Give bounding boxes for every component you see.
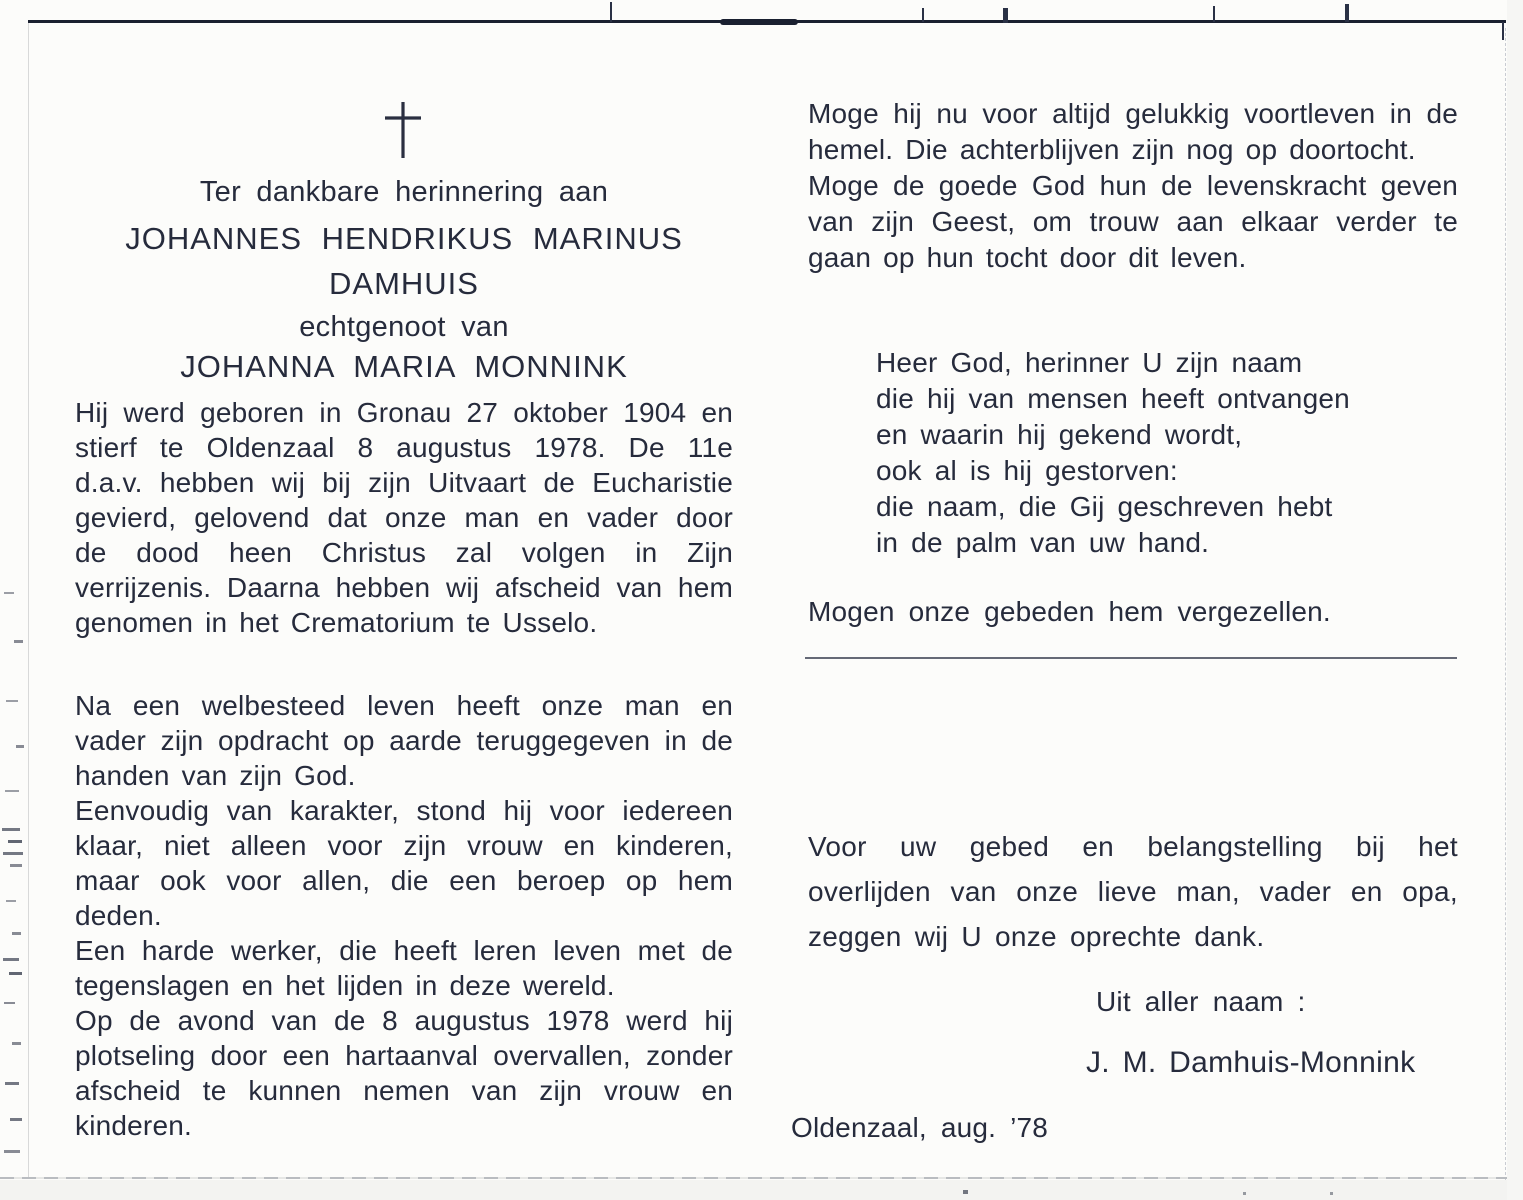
deceased-name-line-2: DAMHUIS	[329, 266, 479, 301]
prayer-verse	[808, 345, 1458, 561]
scan-speck	[1003, 8, 1008, 23]
place-and-date: Oldenzaal, aug. ’78	[791, 1112, 1049, 1143]
prayer-line: die naam, die Gij geschreven hebt	[876, 491, 1333, 522]
signature-name: J. M. Damhuis-Monnink	[1086, 1046, 1416, 1079]
tribute-paragraph-4: Op de avond van de 8 augustus 1978 werd hij plotseling door een hartaanval overvallen, zonder afscheid te kunnen nemen van zijn vrouw en kinderen.	[75, 1005, 733, 1141]
relation-line: echtgenoot van	[299, 311, 509, 343]
spouse-name: JOHANNA MARIA MONNINK	[180, 349, 628, 384]
prayer-line: ook al is hij gestorven:	[876, 455, 1178, 486]
scan-right-margin	[1507, 0, 1523, 1200]
scan-speck	[1213, 6, 1215, 22]
scan-left-edge	[28, 23, 29, 1178]
scan-speck	[610, 2, 612, 22]
prayer-line: in de palm van uw hand.	[876, 527, 1210, 558]
prayer-line: en waarin hij gekend wordt,	[876, 419, 1243, 450]
tribute-paragraph-3: Een harde werker, die heeft leren leven met de tegenslagen en het lijden in deze wereld.	[75, 935, 733, 1001]
biography-paragraph: Hij werd geboren in Gronau 27 oktober 1904 en stierf te Oldenzaal 8 augustus 1978. De 11e d.a.v. hebben wij bij zijn Uitvaart de Eucharistie gevierd, gelovend dat onze man en vader door de dood heen Christus zal volgen in Zijn verrijzenis. Daarna hebben wij afscheid van hem genomen in het Crematorium te Usselo.	[75, 397, 733, 638]
tribute-paragraphs	[75, 688, 733, 1143]
scan-speck	[1345, 4, 1349, 22]
thanks-paragraph: Voor uw gebed en belangstelling bij het overlijden van onze lieve man, vader en opa, zeggen wij U onze oprechte dank.	[808, 831, 1458, 952]
scan-top-border-blob	[720, 19, 798, 25]
deceased-name-line-1: JOHANNES HENDRIKUS MARINUS	[125, 221, 683, 256]
scan-corner-mark	[1502, 22, 1504, 40]
closing-salutation: Uit aller naam :	[1096, 986, 1306, 1017]
section-divider-line	[805, 657, 1457, 659]
consolation-paragraph-2: Moge de goede God hun de levenskracht geven van zijn Geest, om trouw aan elkaar verder te gaan op hun tocht door dit leven.	[808, 170, 1458, 273]
accompany-line: Mogen onze gebeden hem vergezellen.	[808, 596, 1331, 627]
prayer-line: die hij van mensen heeft ontvangen	[876, 383, 1350, 414]
consolation-paragraph-1: Moge hij nu voor altijd gelukkig voortleven in de hemel. Die achterblijven zijn nog op doortocht.	[808, 98, 1458, 165]
prayer-line: Heer God, herinner U zijn naam	[876, 347, 1303, 378]
scan-bottom-edge	[0, 1177, 1510, 1179]
dedication-line: Ter dankbare herinnering aan	[199, 176, 609, 208]
consolation-paragraphs	[808, 96, 1458, 276]
scan-speck	[922, 8, 924, 22]
tribute-paragraph-2: Eenvoudig van karakter, stond hij voor iedereen klaar, niet alleen voor zijn vrouw en kinderen, maar ook voor allen, die een beroep op hem deden.	[75, 795, 733, 931]
latin-cross-icon	[383, 99, 423, 161]
scan-bottom-margin	[0, 1180, 1523, 1200]
tribute-paragraph-1: Na een welbesteed leven heeft onze man en vader zijn opdracht op aarde teruggegeven in de handen van zijn God.	[75, 690, 733, 791]
